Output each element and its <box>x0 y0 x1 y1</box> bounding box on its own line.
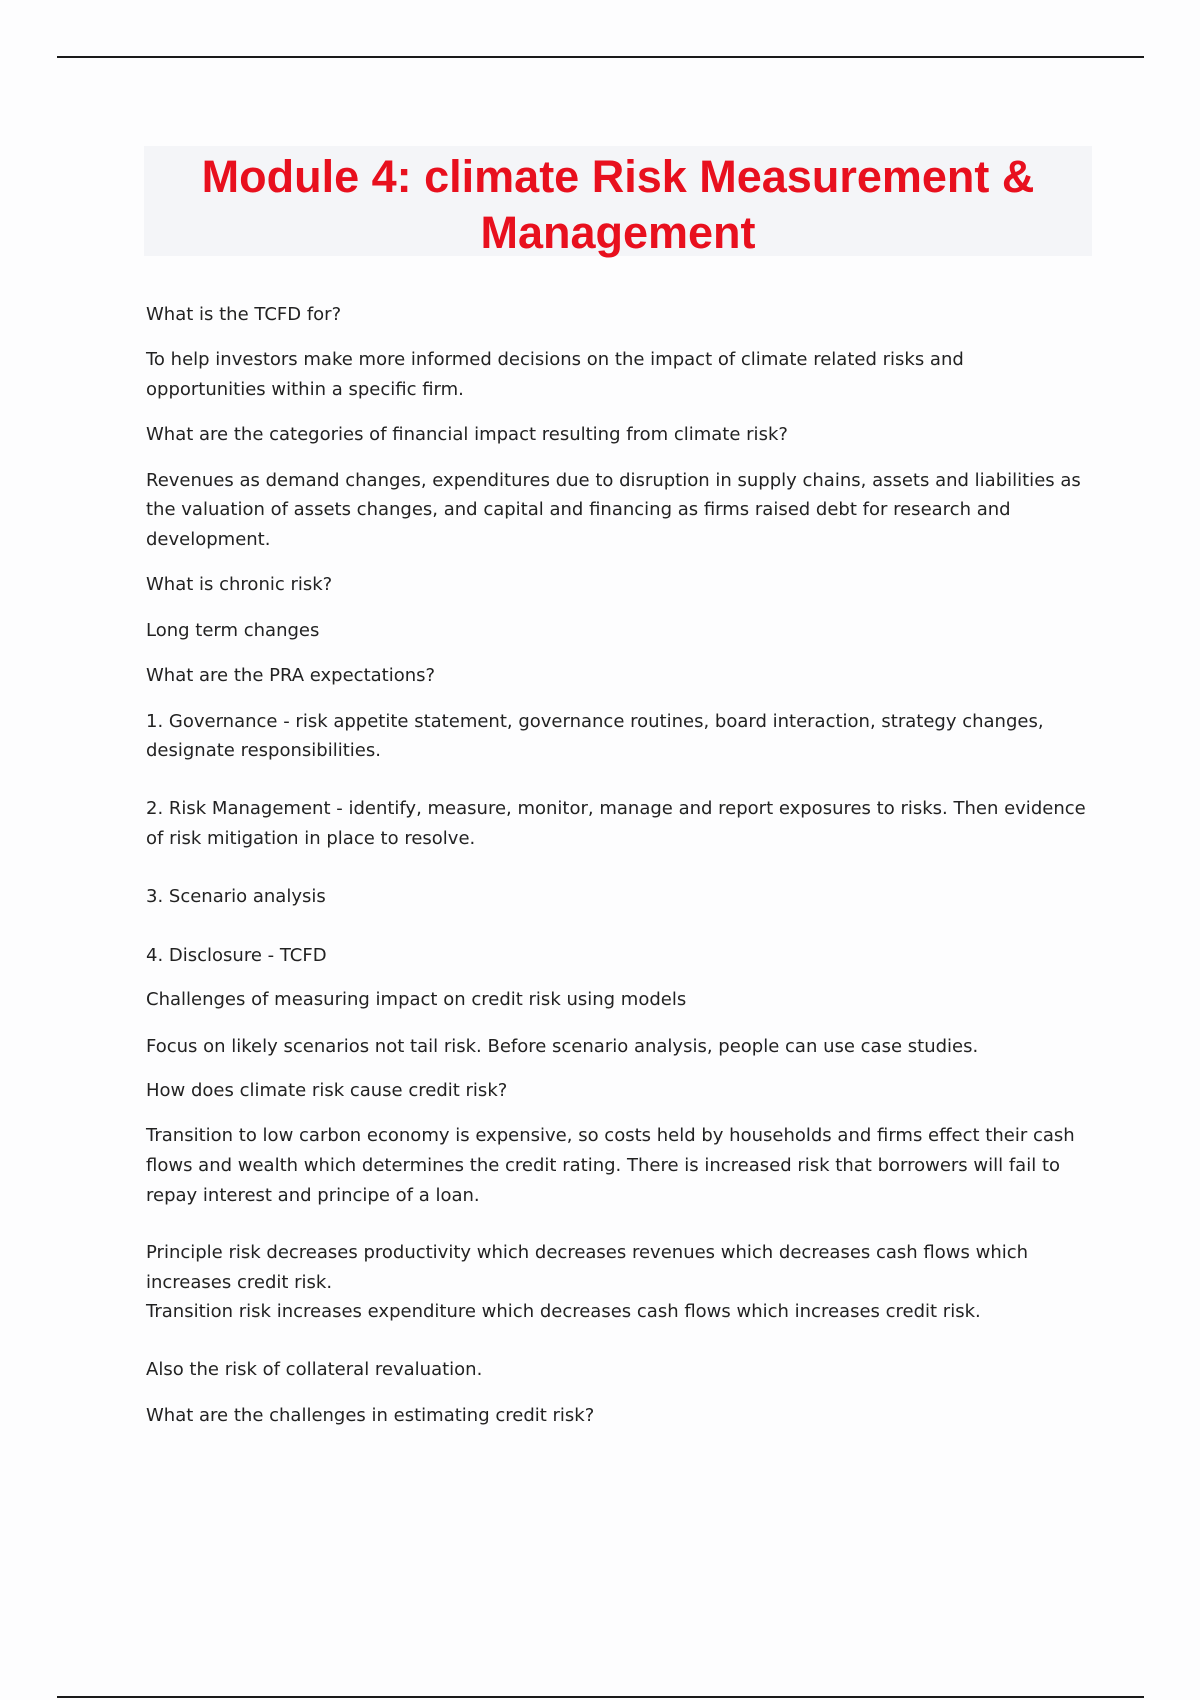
pra-item-1-line-1: 1. Governance - risk appetite statement, governance routines, board interaction, strategy changes, <box>146 711 1044 732</box>
answer-financial-impact-line-3: development. <box>146 529 271 550</box>
title-line-1: Module 4: climate Risk Measurement & <box>201 151 1035 202</box>
title-banner <box>144 146 1092 256</box>
question-climate-credit-risk: How does climate risk cause credit risk? <box>146 1080 508 1101</box>
answer-financial-impact-line-2: the valuation of assets changes, and capital and financing as firms raised debt for research and <box>146 499 1011 520</box>
question-financial-impact: What are the categories of financial impact resulting from climate risk? <box>146 424 788 445</box>
answer-principle-risk-line-1: Principle risk decreases productivity which decreases revenues which decreases cash flows which <box>146 1242 1029 1263</box>
pra-item-2-line-1: 2. Risk Management - identify, measure, monitor, manage and report exposures to risks. Then evidence <box>146 798 1086 819</box>
question-chronic-risk: What is chronic risk? <box>146 574 333 595</box>
pra-item-1-line-2: designate responsibilities. <box>146 740 381 761</box>
pra-item-3: 3. Scenario analysis <box>146 886 326 907</box>
answer-tcfd-line-1: To help investors make more informed decisions on the impact of climate related risks and <box>146 349 964 370</box>
answer-measuring-challenges: Focus on likely scenarios not tail risk. Before scenario analysis, people can use case studies. <box>146 1036 979 1057</box>
question-tcfd: What is the TCFD for? <box>146 304 342 325</box>
answer-principle-risk-line-2: increases credit risk. <box>146 1272 333 1293</box>
answer-financial-impact-line-1: Revenues as demand changes, expenditures due to disruption in supply chains, assets and liabilities as <box>146 470 1081 491</box>
pra-item-2-line-2: of risk mitigation in place to resolve. <box>146 828 476 849</box>
question-measuring-challenges: Challenges of measuring impact on credit risk using models <box>146 989 687 1010</box>
question-estimating-credit-risk: What are the challenges in estimating credit risk? <box>146 1405 595 1426</box>
answer-collateral-revaluation: Also the risk of collateral revaluation. <box>146 1359 483 1380</box>
answer-chronic-risk: Long term changes <box>146 620 320 641</box>
answer-climate-credit-risk-line-2: flows and wealth which determines the credit rating. There is increased risk that borrowers will fail to <box>146 1155 1061 1176</box>
answer-transition-risk: Transition risk increases expenditure which decreases cash flows which increases credit risk. <box>146 1301 981 1322</box>
answer-climate-credit-risk-line-1: Transition to low carbon economy is expensive, so costs held by households and firms effect their cash <box>146 1125 1075 1146</box>
question-pra-expectations: What are the PRA expectations? <box>146 665 436 686</box>
title-line-2: Management <box>480 207 756 258</box>
top-rule <box>57 56 1144 58</box>
answer-tcfd-line-2: opportunities within a specific firm. <box>146 379 464 400</box>
page-title <box>144 146 1092 261</box>
bottom-rule <box>57 1696 1144 1698</box>
pra-item-4: 4. Disclosure - TCFD <box>146 945 327 966</box>
answer-climate-credit-risk-line-3: repay interest and principe of a loan. <box>146 1185 480 1206</box>
